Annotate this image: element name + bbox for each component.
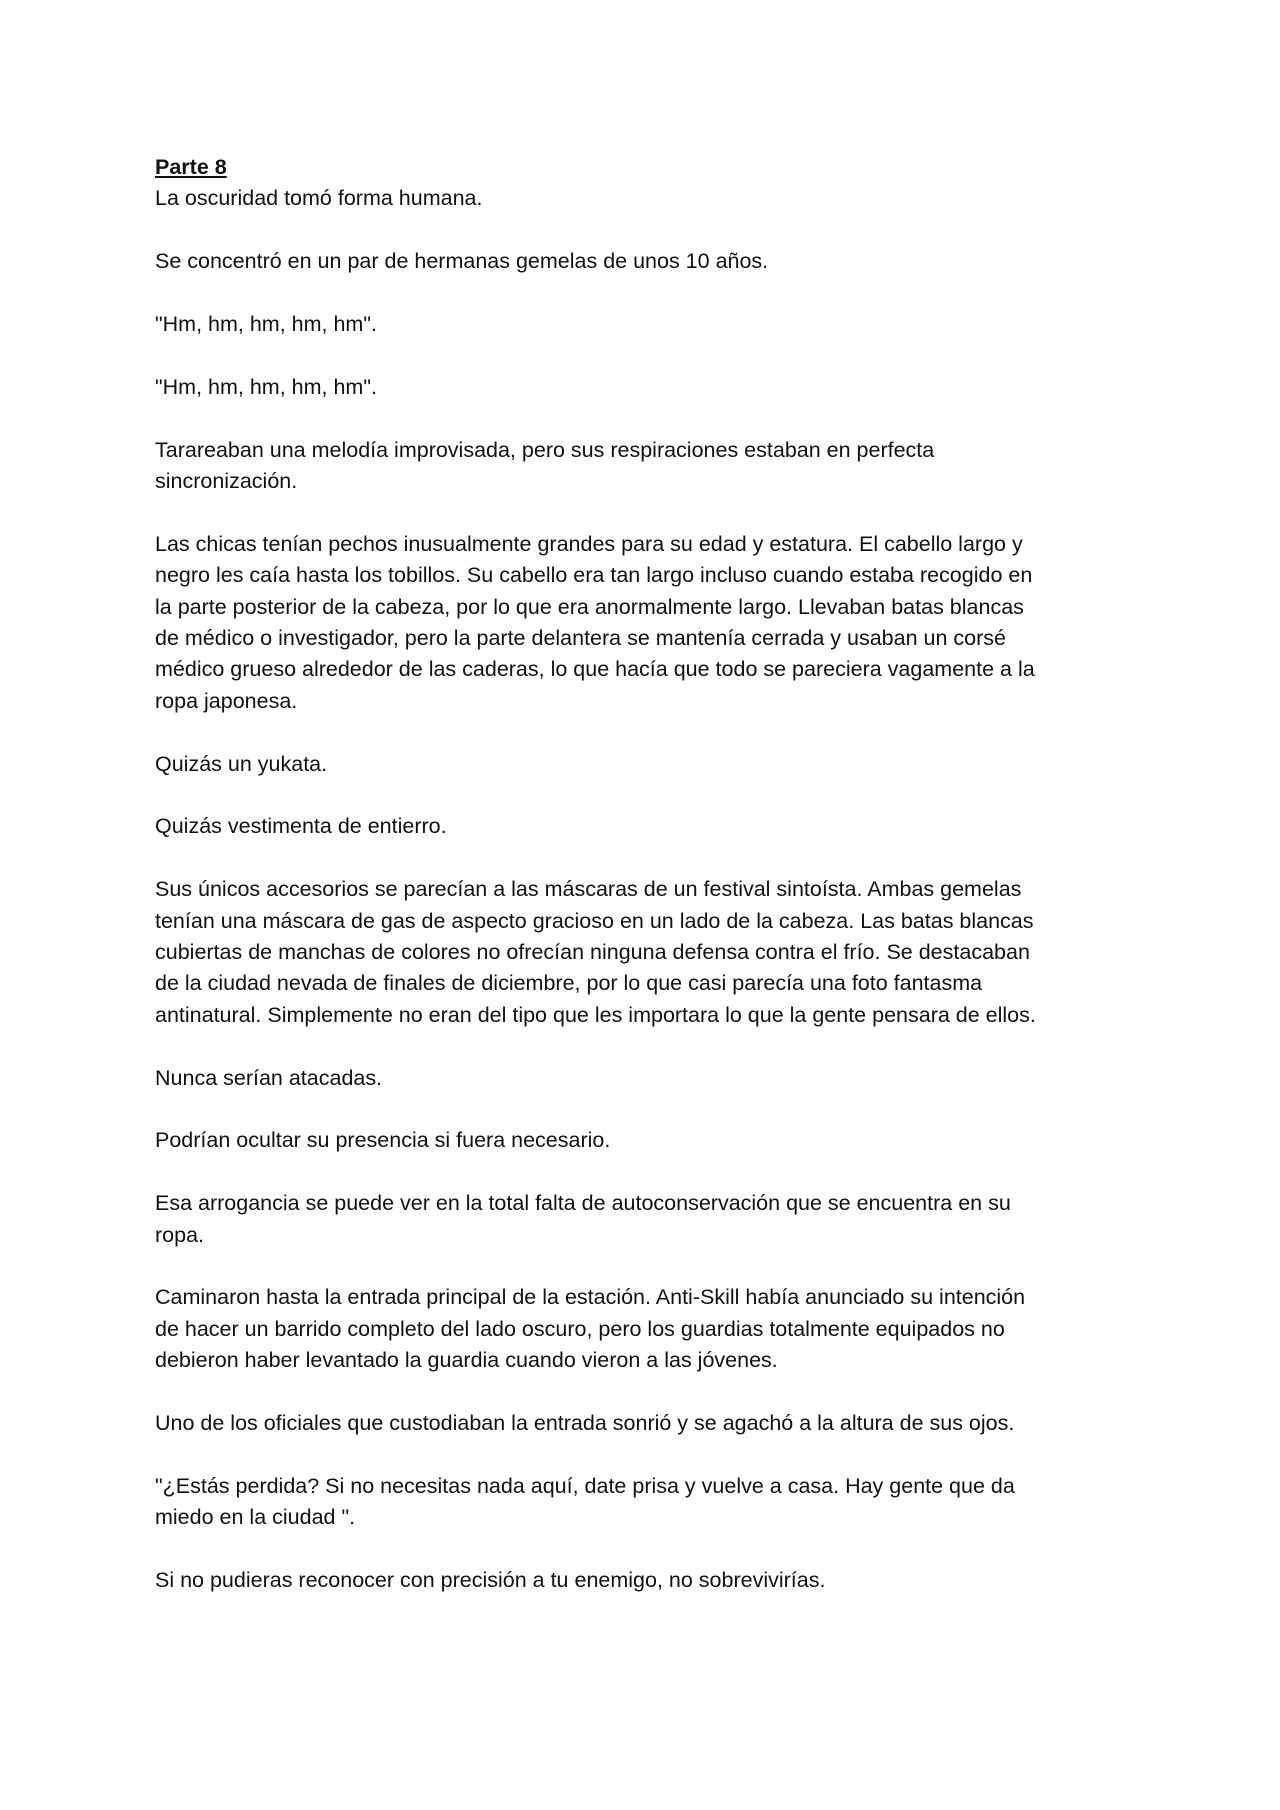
text-line: "¿Estás perdida? Si no necesitas nada aquí, date prisa y vuelve a casa. Hay gente que da [155,1473,1015,1498]
text-line: negro les caía hasta los tobillos. Su cabello era tan largo incluso cuando estaba recogido en [155,563,1033,588]
paragraph [155,1565,1155,1596]
paragraph [155,1125,1155,1156]
text-line: de la ciudad nevada de finales de diciembre, por lo que casi parecía una foto fantasma [155,971,983,996]
text-line: Tarareaban una melodía improvisada, pero sus respiraciones estaban en perfecta [155,437,935,462]
paragraph [155,435,1155,498]
paragraph [155,1471,1155,1534]
paragraph [155,874,1155,1031]
text-line: Uno de los oficiales que custodiaban la entrada sonrió y se agachó a la altura de sus ojos. [155,1411,1015,1436]
text-line: Esa arrogancia se puede ver en la total falta de autoconservación que se encuentra en su [155,1191,1011,1216]
paragraph [155,372,1155,403]
text-line: Nunca serían atacadas. [155,1065,383,1090]
paragraph [155,309,1155,340]
paragraph [155,1408,1155,1439]
paragraph [155,749,1155,780]
text-line: Quizás un yukata. [155,751,328,776]
paragraph [155,183,1155,214]
text-line: ropa. [155,1222,205,1247]
text-line: de hacer un barrido completo del lado oscuro, pero los guardias totalmente equipados no [155,1316,1005,1341]
paragraph [155,811,1155,842]
paragraph [155,1282,1155,1376]
text-line: la parte posterior de la cabeza, por lo que era anormalmente largo. Llevaban batas blancas [155,594,1024,619]
text-line: Caminaron hasta la entrada principal de la estación. Anti-Skill había anunciado su intención [155,1285,1026,1310]
text-line: miedo en la ciudad ". [155,1505,356,1530]
paragraph [155,1188,1155,1251]
text-line: Se concentró en un par de hermanas gemelas de unos 10 años. [155,249,769,274]
text-line: Si no pudieras reconocer con precisión a tu enemigo, no sobrevivirías. [155,1568,826,1593]
paragraph [155,1063,1155,1094]
document-page [155,152,1155,1628]
text-line: Podrían ocultar su presencia si fuera necesario. [155,1128,611,1153]
text-line: cubiertas de manchas de colores no ofrecían ninguna defensa contra el frío. Se destacaban [155,940,1030,965]
text-line: sincronización. [155,469,298,493]
text-line: Las chicas tenían pechos inusualmente grandes para su edad y estatura. El cabello largo y [155,531,1023,556]
text-line: debieron haber levantado la guardia cuando vieron a las jóvenes. [155,1348,778,1373]
document-body [155,183,1155,1596]
paragraph [155,246,1155,277]
text-line: de médico o investigador, pero la parte delantera se mantenía cerrada y usaban un corsé [155,626,1006,651]
text-line: ropa japonesa. [155,688,298,713]
text-line: antinatural. Simplemente no eran del tipo que les importara lo que la gente pensara de ellos. [155,1002,1036,1027]
text-line: Sus únicos accesorios se parecían a las máscaras de un festival sintoísta. Ambas gemelas [155,877,1022,902]
text-line: "Hm, hm, hm, hm, hm". [155,374,377,399]
text-line: médico grueso alrededor de las caderas, lo que hacía que todo se pareciera vagamente a la [155,657,1035,682]
section-title: Parte 8 [155,155,227,179]
paragraph [155,529,1155,717]
text-line: tenían una máscara de gas de aspecto gracioso en un lado de la cabeza. Las batas blancas [155,908,1034,933]
text-line: La oscuridad tomó forma humana. [155,186,483,211]
text-line: "Hm, hm, hm, hm, hm". [155,312,377,336]
text-line: Quizás vestimenta de entierro. [155,814,447,839]
